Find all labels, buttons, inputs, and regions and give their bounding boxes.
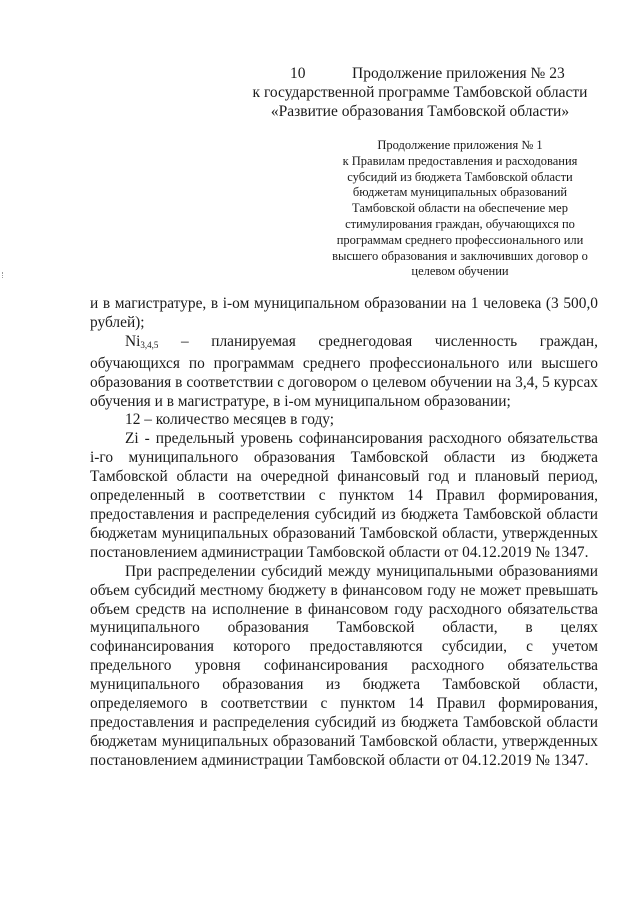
appendix-1-line: Тамбовской области на обеспечение мер [352,201,568,216]
ni-symbol: Ni [125,332,141,350]
page-number: 10 [290,65,306,82]
paragraph-distribution-rule: При распределении субсидий между муниципальными образованиями объем субсидий местному бюджету в финансовом году не может превышать объем средств на исполнение в финансовом году расходного обязательства муниципального образования Тамбовской области, в целях софинансирования которого предоставляются субсидии, с учетом предельного уровня софинансирования расходного обязательства муниципального образования из бюджета Тамбовской области, определяемого в соответствии с пунктом 14 Правил формирования, предоставления и распределения субсидий из бюджета Тамбовской области бюджетам муниципальных образований Тамбовской области, утвержденных постановлением администрации Тамбовской области от 04.12.2019 № 1347. [90,562,598,769]
paragraph-zi-definition: Zi - предельный уровень софинансирования расходного обязательства i-го муниципального образования Тамбовской области из бюджета Тамбовской области на очередной финансовый год и плановый период, определенный в соответствии с пунктом 14 Правил формирования, предоставления и распределения субсидий из бюджета Тамбовской области бюджетам муниципальных образований Тамбовской области, утвержденных постановлением администрации Тамбовской области от 04.12.2019 № 1347. [90,430,598,561]
appendix-1-line: программам среднего профессионального или [336,232,584,247]
appendix-1-line: Продолжение приложения № 1 [377,138,543,152]
ni-subscript: 3,4,5 [140,339,159,350]
paragraph-rate-continuation: и в магистратуре, в i-ом муниципальном образовании на 1 человека (3 500,0 рублей); [90,295,598,331]
scan-margin-mark [2,272,5,278]
ni-definition-text: – планируемая среднегодовая численность граждан, обучающихся по программам среднего профессионального или высшего образования в соответствии с договором о целевом обучении на 3,4, 5 курсах обучения и в магистратуре, в i-ом муниципальном образовании; [90,332,598,410]
appendix-1-line: субсидий из бюджета Тамбовской области [347,169,573,184]
appendix-1-line: высшего образования и заключивших договор о [332,248,588,263]
program-header-line: «Развитие образования Тамбовской области» [270,103,570,120]
paragraph-ni-definition [90,333,598,412]
document-body [90,295,598,771]
program-header [240,83,600,121]
appendix-23-title: Продолжение приложения № 23 [352,65,565,82]
appendix-1-line: стимулирования граждан, обучающихся по [345,216,575,231]
paragraph-months: 12 – количество месяцев в году; [125,411,335,429]
program-header-line: к государственной программе Тамбовской области [252,84,588,101]
appendix-1-line: бюджетам муниципальных образований [352,185,568,200]
appendix-1-line: целевом обучении [411,264,509,279]
appendix-1-line: к Правилам предоставления и расходования [342,153,578,168]
appendix-1-header [300,138,620,280]
